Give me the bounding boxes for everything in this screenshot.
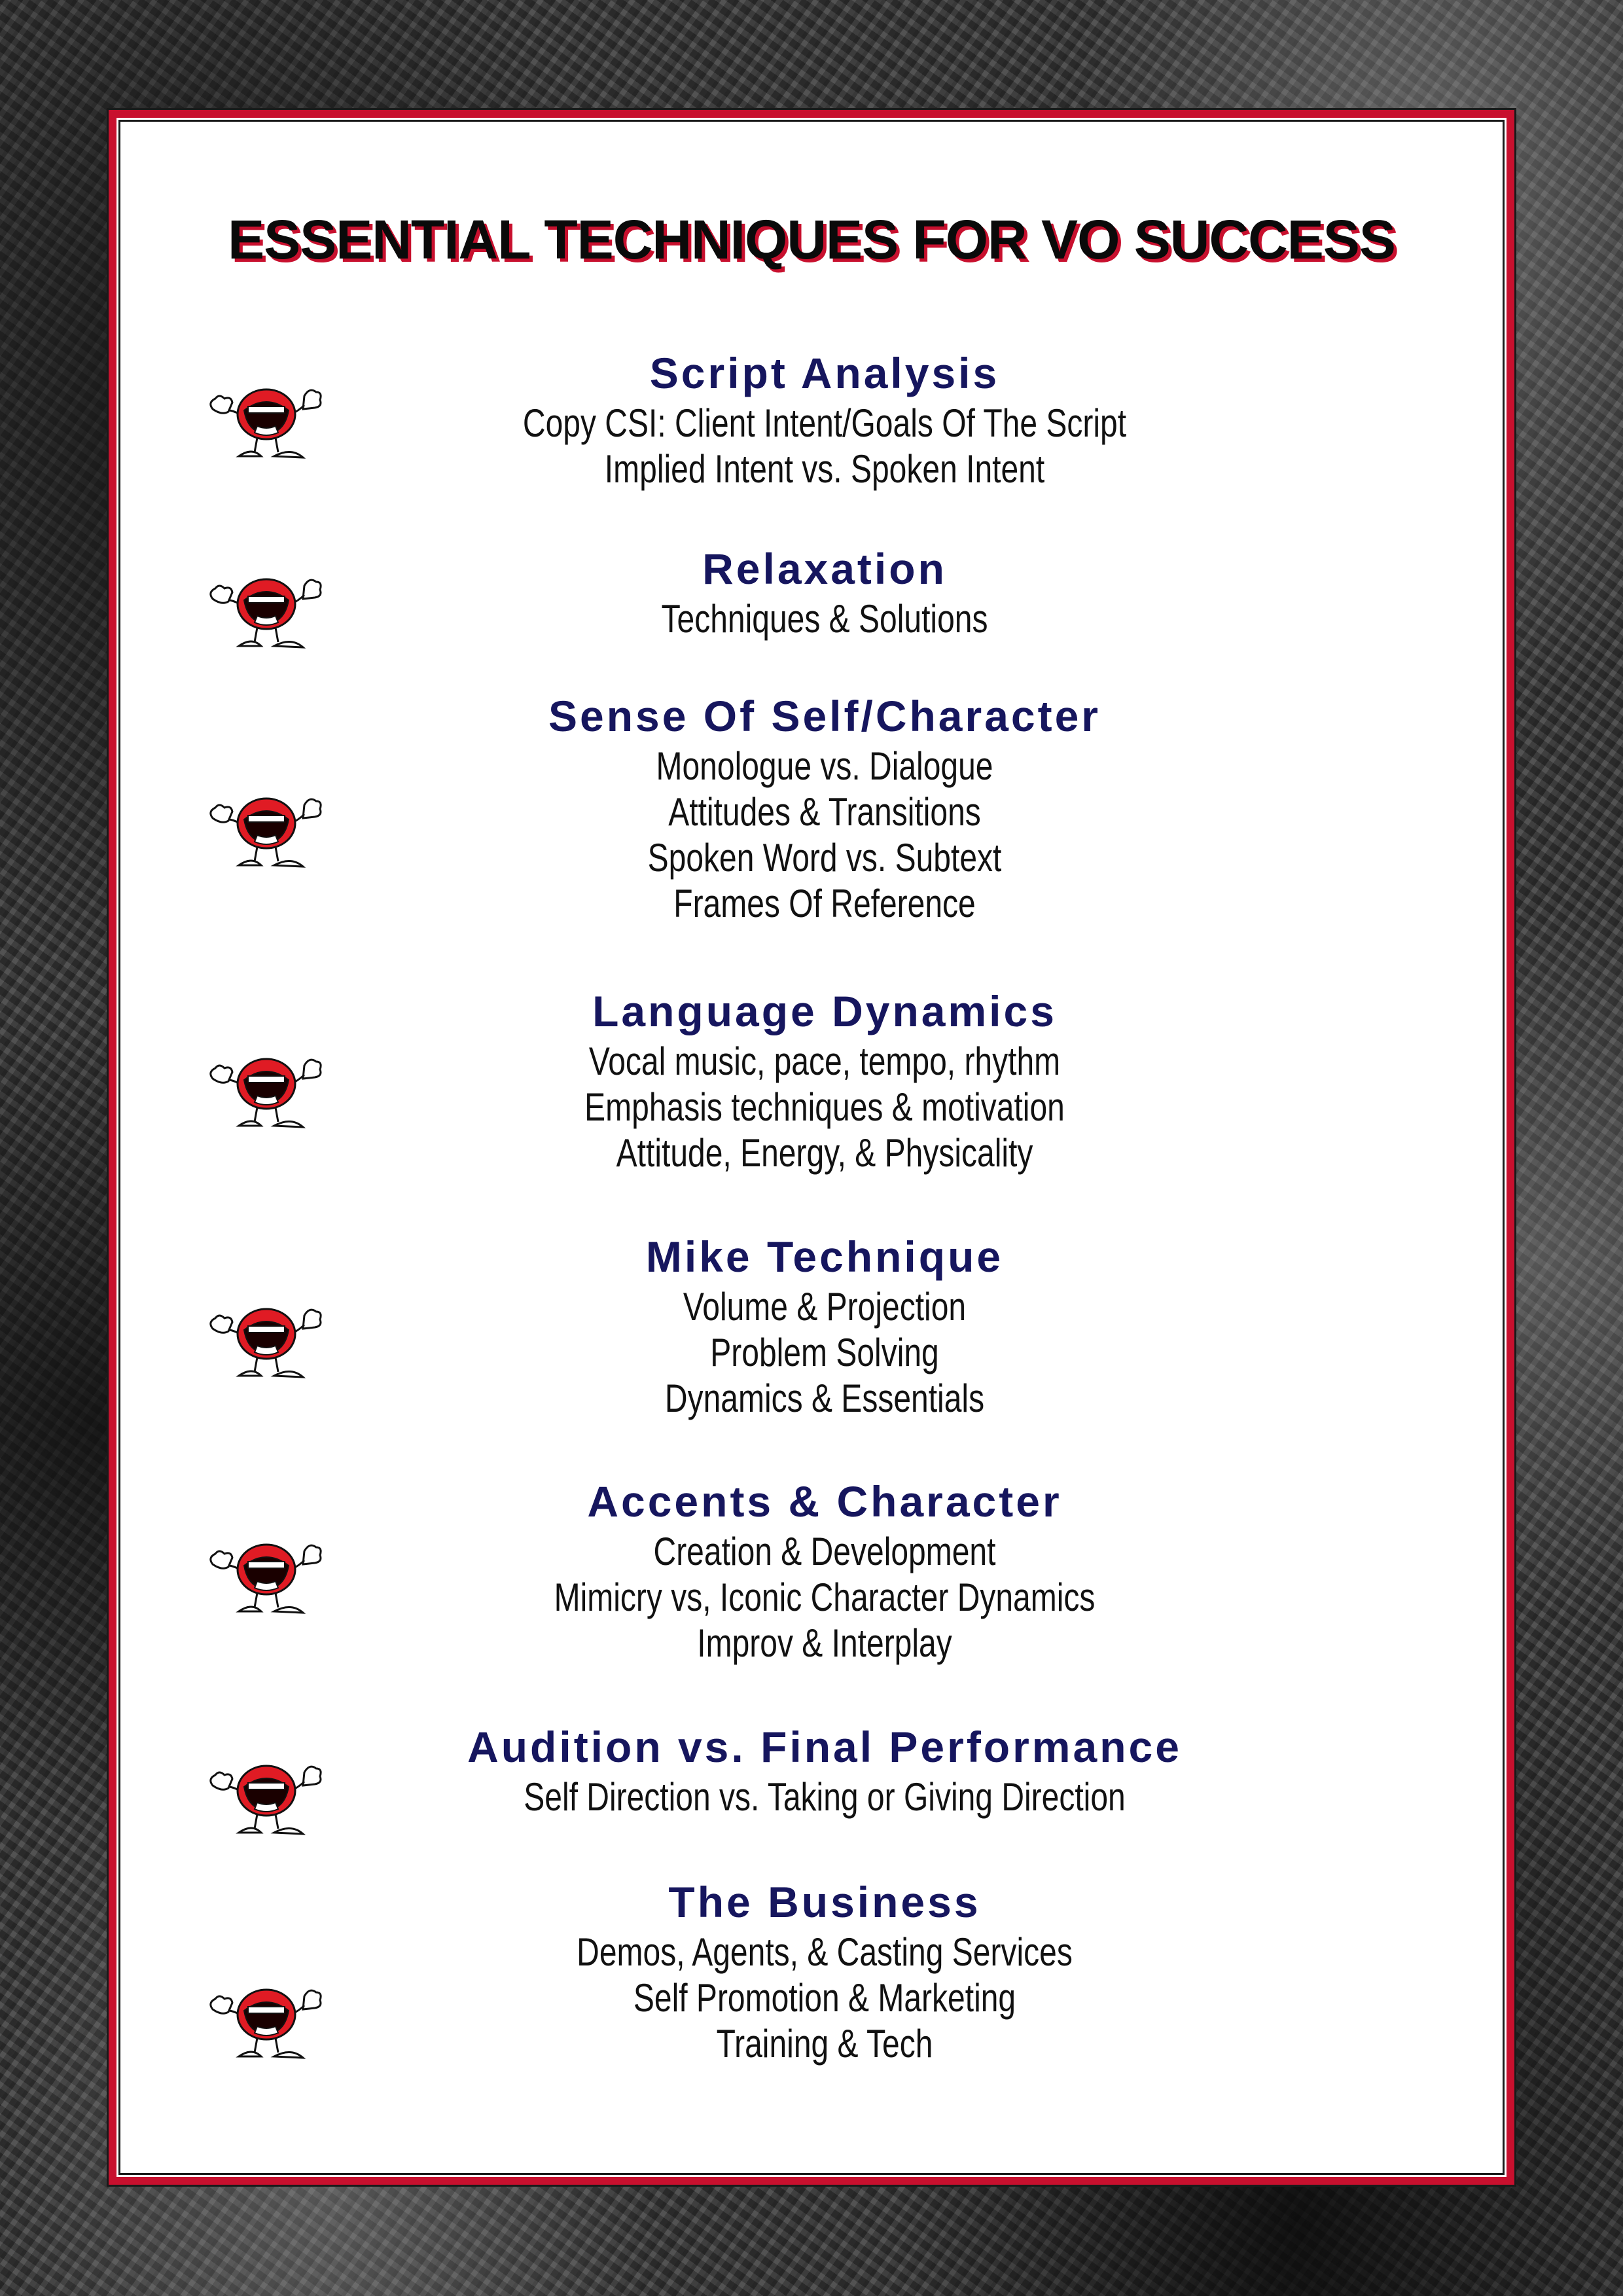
section-line: Self Promotion & Marketing — [633, 1976, 1016, 2020]
section-heading: Sense Of Self/Character — [548, 692, 1101, 740]
section-mike-technique — [366, 1229, 1283, 1422]
singing-lips-mascot-icon — [206, 370, 324, 468]
section-heading: Language Dynamics — [592, 987, 1057, 1035]
section-audition — [366, 1719, 1283, 1820]
singing-lips-mascot-icon — [206, 560, 324, 658]
section-heading: Accents & Character — [587, 1477, 1062, 1526]
section-line: Copy CSI: Client Intent/Goals Of The Script — [522, 401, 1127, 445]
section-script-analysis — [366, 346, 1283, 492]
section-heading: Audition vs. Final Performance — [467, 1723, 1182, 1771]
singing-lips-mascot-icon — [206, 779, 324, 877]
page-title: ESSENTIAL TECHNIQUES FOR VO SUCCESS — [228, 209, 1395, 270]
section-line: Demos, Agents, & Casting Services — [577, 1930, 1073, 1974]
section-line: Volume & Projection — [683, 1285, 967, 1329]
section-line: Mimicry vs, Iconic Character Dynamics — [554, 1575, 1096, 1619]
section-heading: Mike Technique — [645, 1232, 1004, 1281]
section-heading: Relaxation — [702, 545, 947, 593]
singing-lips-mascot-icon — [206, 1039, 324, 1138]
section-line: Dynamics & Essentials — [664, 1376, 985, 1420]
section-line: Attitudes & Transitions — [668, 790, 981, 834]
section-line: Creation & Development — [653, 1530, 996, 1573]
section-line: Training & Tech — [716, 2022, 933, 2066]
section-line: Emphasis techniques & motivation — [584, 1085, 1065, 1129]
section-line: Monologue vs. Dialogue — [656, 744, 993, 788]
section-line: Techniques & Solutions — [661, 597, 988, 641]
section-accents-character — [366, 1474, 1283, 1666]
section-the-business — [366, 1874, 1283, 2067]
section-line: Spoken Word vs. Subtext — [647, 836, 1002, 880]
section-line: Implied Intent vs. Spoken Intent — [604, 447, 1045, 491]
singing-lips-mascot-icon — [206, 1525, 324, 1623]
section-heading: Script Analysis — [649, 349, 1000, 397]
section-heading: The Business — [668, 1878, 981, 1926]
section-line: Attitude, Energy, & Physicality — [616, 1131, 1033, 1175]
section-line: Problem Solving — [710, 1331, 939, 1374]
singing-lips-mascot-icon — [206, 1746, 324, 1844]
section-relaxation — [366, 541, 1283, 642]
singing-lips-mascot-icon — [206, 1970, 324, 2068]
section-line: Self Direction vs. Taking or Giving Direction — [524, 1775, 1126, 1819]
singing-lips-mascot-icon — [206, 1289, 324, 1388]
section-language-dynamics — [366, 984, 1283, 1176]
section-line: Frames Of Reference — [673, 882, 976, 925]
section-line: Vocal music, pace, tempo, rhythm — [588, 1039, 1061, 1083]
section-line: Improv & Interplay — [697, 1621, 952, 1665]
section-sense-of-self — [366, 689, 1283, 927]
